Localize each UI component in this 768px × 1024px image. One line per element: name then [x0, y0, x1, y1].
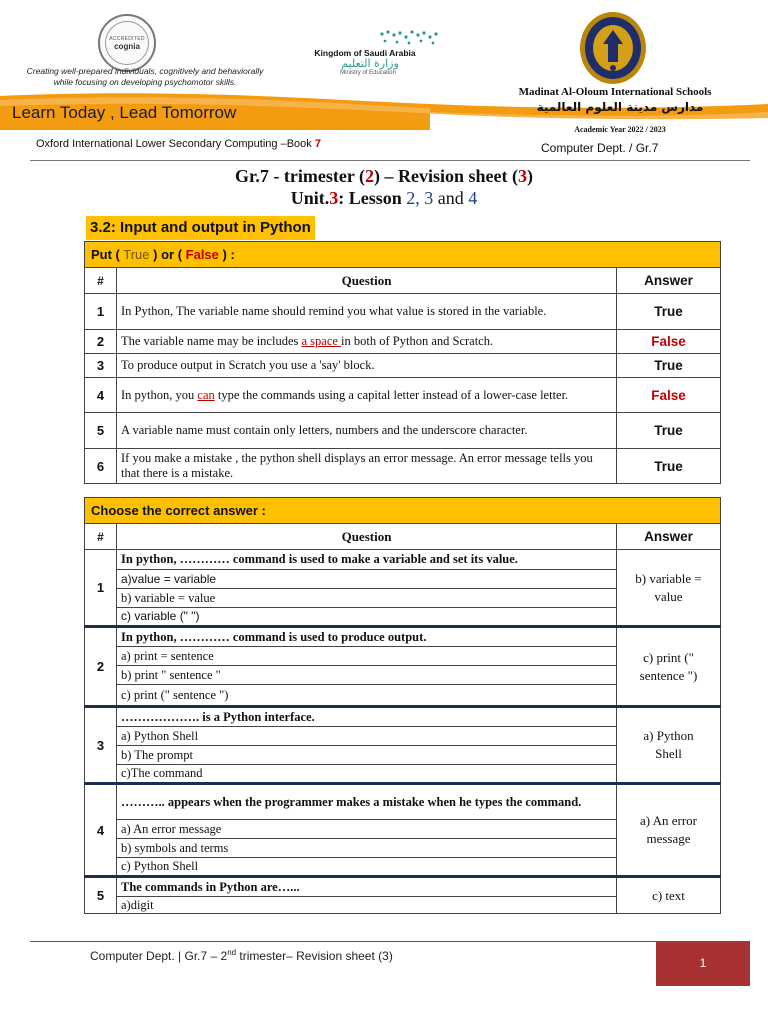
header-divider — [30, 160, 750, 161]
option-c: c) print (" sentence ") — [117, 685, 617, 707]
accreditation-top-text: ACCREDITED — [109, 35, 145, 42]
school-name-en: Madinat Al-Oloum International Schools — [518, 86, 712, 98]
accreditation-name: cognia — [114, 41, 140, 51]
column-header-number: # — [85, 524, 117, 550]
true-false-table — [84, 241, 721, 484]
footer-ordinal: nd — [227, 948, 237, 957]
footer-divider — [30, 941, 750, 942]
row-answer: True — [617, 294, 721, 330]
section-heading: 3.2: Input and output in Python — [86, 216, 315, 240]
school-name-ar: مدارس مدينة العلوم العالمية — [536, 100, 704, 114]
row-number: 4 — [85, 378, 117, 413]
lesson-number: 3 — [424, 188, 434, 208]
trimester-number: 2 — [364, 166, 374, 186]
table-row — [85, 294, 721, 330]
option-b: b) symbols and terms — [117, 839, 617, 858]
option-c: c) Python Shell — [117, 858, 617, 877]
footer-caption — [90, 948, 393, 963]
sheet-number: 3 — [517, 166, 527, 186]
answer-line: message — [646, 831, 691, 846]
question-stem: In python, ………… command is used to make a variable and set its value. — [117, 550, 617, 570]
question-answer: c) text — [617, 877, 721, 914]
option-c: c) variable (" ") — [117, 608, 617, 627]
unit-lesson-title — [0, 188, 768, 209]
question-number: 2 — [85, 627, 117, 707]
false-keyword: False — [182, 247, 223, 262]
row-number: 6 — [85, 449, 117, 484]
row-answer: True — [617, 413, 721, 449]
question-text: The variable name may be includes — [121, 334, 302, 348]
true-false-instruction-row — [85, 242, 721, 268]
option-b: b) print " sentence " — [117, 666, 617, 685]
row-question: A variable name must contain only letters, numbers and the underscore character. — [117, 413, 617, 449]
lesson-separator: and — [433, 188, 469, 208]
unit-number: 3 — [329, 188, 339, 208]
option-b: b) variable = value — [117, 589, 617, 608]
title-part: ) — [526, 166, 533, 186]
ministry-subtitle: Ministry of Education — [340, 70, 396, 76]
question-answer — [617, 784, 721, 877]
table-row — [85, 330, 721, 354]
instruction-part: ) : — [222, 247, 235, 262]
question-stem: The commands in Python are…... — [117, 877, 617, 897]
column-header-question: Question — [117, 524, 617, 550]
true-keyword: True — [119, 247, 154, 262]
ministry-logo-icon — [378, 28, 442, 50]
book-number: 7 — [314, 138, 321, 150]
row-answer: False — [617, 330, 721, 354]
option-a: a) print = sentence — [117, 647, 617, 666]
table-row — [85, 378, 721, 413]
book-title: Oxford International Lower Secondary Computing –Book — [36, 138, 315, 150]
answer-line: sentence ") — [639, 667, 698, 683]
lesson-label: : Lesson — [338, 188, 407, 208]
question-stem-row — [85, 550, 721, 570]
multiple-choice-instruction-row — [85, 498, 721, 524]
question-stem-row — [85, 784, 721, 820]
ministry-name-en: Kingdom of Saudi Arabia — [314, 48, 416, 58]
question-stem-row — [85, 707, 721, 727]
question-stem-row — [85, 627, 721, 647]
answer-line: a) An error — [639, 813, 698, 828]
unit-label: Unit. — [290, 188, 330, 208]
question-stem: ……….. appears when the programmer makes a mistake when he types the command. — [117, 784, 617, 820]
table-row — [85, 354, 721, 378]
table-row — [85, 413, 721, 449]
instruction-part: ) or ( — [153, 247, 183, 262]
title-part: ) – Revision sheet ( — [373, 166, 518, 186]
row-question — [117, 378, 617, 413]
option-a: a) Python Shell — [117, 727, 617, 746]
answer-line: value — [654, 588, 683, 604]
question-answer — [617, 627, 721, 707]
lesson-number: 2 — [406, 188, 416, 208]
row-answer: True — [617, 449, 721, 484]
option-a: a) An error message — [117, 820, 617, 839]
multiple-choice-instruction: Choose the correct answer : — [85, 498, 721, 524]
answer-line: c) print (" — [643, 649, 694, 665]
row-answer: False — [617, 378, 721, 413]
lesson-number: 4 — [468, 188, 478, 208]
row-question — [117, 330, 617, 354]
question-text: type the commands using a capital letter instead of a lower-case letter. — [214, 387, 569, 402]
column-header-answer: Answer — [617, 524, 721, 550]
question-text: in both of Python and Scratch. — [341, 334, 494, 348]
department-grade: Computer Dept. / Gr.7 — [541, 141, 659, 155]
table-header-row — [85, 268, 721, 294]
book-reference — [36, 138, 321, 150]
true-false-instruction — [85, 242, 721, 268]
sheet-title — [0, 166, 768, 187]
column-header-number: # — [85, 268, 117, 294]
footer-part: Computer Dept. | Gr.7 – 2 — [90, 949, 228, 963]
table-row — [85, 449, 721, 484]
question-highlight: can — [197, 387, 215, 402]
row-answer: True — [617, 354, 721, 378]
question-number: 5 — [85, 877, 117, 914]
page-number: 1 — [699, 956, 707, 970]
cognia-accreditation-logo — [98, 14, 156, 72]
academic-year: Academic Year 2022 / 2023 — [574, 125, 666, 134]
option-a: a)value = variable — [117, 570, 617, 589]
question-number: 1 — [85, 550, 117, 627]
question-number: 4 — [85, 784, 117, 877]
answer-line: a) Python — [643, 728, 694, 743]
option-a: a)digit — [117, 897, 617, 914]
question-text: In python, you — [121, 387, 198, 402]
row-number: 2 — [85, 330, 117, 354]
page-number-box — [656, 942, 750, 986]
table-header-row — [85, 524, 721, 550]
row-number: 5 — [85, 413, 117, 449]
column-header-answer: Answer — [617, 268, 721, 294]
tagline-line-1: Creating well-prepared individuals, cognitively and behaviorally — [26, 66, 264, 76]
option-b: b) The prompt — [117, 746, 617, 765]
option-c: c)The command — [117, 765, 617, 784]
ministry-name-ar: وزارة التعليم — [341, 57, 399, 70]
lesson-separator: , — [415, 188, 425, 208]
row-number: 1 — [85, 294, 117, 330]
question-stem: ………………. is a Python interface. — [117, 707, 617, 727]
banner-slogan: Learn Today , Lead Tomorrow — [12, 103, 237, 122]
column-header-question: Question — [117, 268, 617, 294]
row-number: 3 — [85, 354, 117, 378]
question-answer — [617, 707, 721, 784]
question-stem-row — [85, 877, 721, 897]
answer-line: Shell — [655, 746, 682, 761]
school-tagline — [0, 66, 290, 88]
question-highlight: a space — [301, 334, 342, 348]
title-part: Gr.7 - trimester ( — [235, 166, 365, 186]
question-answer — [617, 550, 721, 627]
row-question: If you make a mistake , the python shell displays an error message. An error message tells you that there is a mistake. — [117, 449, 617, 484]
school-crest-icon — [578, 10, 648, 86]
row-question: To produce output in Scratch you use a 'say' block. — [117, 354, 617, 378]
multiple-choice-table — [84, 497, 721, 914]
instruction-part: Put ( — [91, 247, 120, 262]
answer-line: b) variable = — [635, 570, 702, 586]
question-number: 3 — [85, 707, 117, 784]
footer-part: trimester– Revision sheet (3) — [236, 949, 393, 963]
row-question: In Python, The variable name should remind you what value is stored in the variable. — [117, 294, 617, 330]
tagline-line-2: while focusing on developing psychomotor skills. — [53, 77, 237, 87]
question-stem: In python, ………… command is used to produce output. — [117, 627, 617, 647]
